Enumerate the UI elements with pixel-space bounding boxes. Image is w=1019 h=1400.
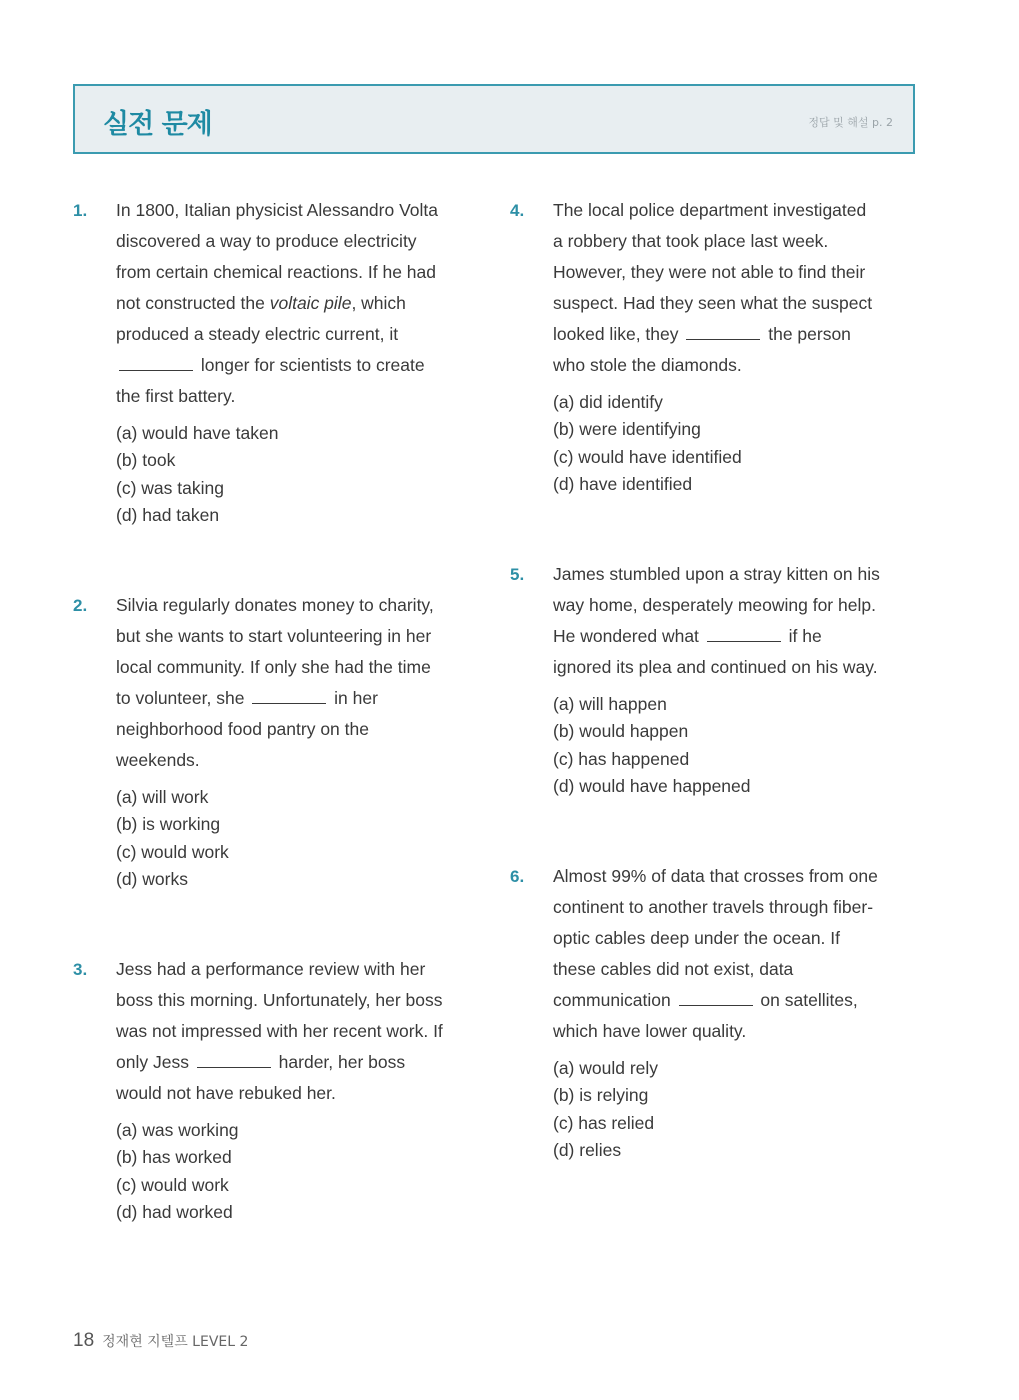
- option-c[interactable]: (c) was taking: [116, 477, 224, 498]
- option-b[interactable]: (b) is relying: [553, 1085, 649, 1106]
- section-header: [73, 84, 915, 154]
- page-number: 18: [73, 1330, 95, 1351]
- option-a[interactable]: (a) will work: [116, 787, 209, 807]
- option-d[interactable]: (d) have identified: [553, 473, 693, 494]
- question-2: [73, 590, 443, 893]
- answer-blank: [119, 354, 193, 371]
- option-b[interactable]: (b) is working: [116, 814, 221, 835]
- option-d[interactable]: (d) had worked: [116, 1201, 233, 1222]
- question-1: [73, 195, 443, 529]
- question-5: [510, 559, 880, 800]
- option-c[interactable]: (c) would have identified: [553, 446, 742, 467]
- option-b[interactable]: (b) has worked: [116, 1147, 232, 1168]
- answer-blank: [686, 323, 760, 340]
- question-number: 1.: [73, 201, 88, 220]
- answer-blank: [707, 625, 781, 642]
- option-list: [553, 1055, 880, 1164]
- option-d[interactable]: (d) relies: [553, 1139, 622, 1160]
- question-4: [510, 195, 880, 498]
- question-stem: Almost 99% of data that crosses from one continent to another travels through fiber-optic cables deep under the ocean. If these cables did not exist, data communication on satellites, which have lower quality.: [553, 866, 878, 1041]
- answer-blank: [679, 989, 753, 1006]
- option-list: [116, 784, 443, 893]
- question-stem: Silvia regularly donates money to charity, but she wants to start volunteering in her local community. If only she had the time to volunteer, she in her neighborhood food pantry on the weekends.: [116, 595, 434, 770]
- option-a[interactable]: (a) would rely: [553, 1058, 659, 1078]
- page-footer: [73, 1330, 248, 1352]
- question-number: 3.: [73, 960, 88, 979]
- option-list: [553, 691, 880, 800]
- option-a[interactable]: (a) will happen: [553, 694, 667, 714]
- option-a[interactable]: (a) would have taken: [116, 423, 279, 443]
- option-d[interactable]: (d) would have happened: [553, 775, 751, 796]
- option-a[interactable]: (a) was working: [116, 1120, 239, 1140]
- section-title: 실전 문제: [103, 109, 212, 140]
- answer-blank: [197, 1051, 271, 1068]
- question-3: [73, 954, 443, 1226]
- option-list: [116, 420, 443, 529]
- option-a[interactable]: (a) did identify: [553, 392, 663, 412]
- question-number: 2.: [73, 596, 88, 615]
- option-d[interactable]: (d) had taken: [116, 504, 220, 525]
- option-c[interactable]: (c) would work: [116, 1174, 229, 1195]
- answer-blank: [252, 687, 326, 704]
- term-voltaic-pile: voltaic pile: [269, 293, 352, 313]
- option-list: [116, 1117, 443, 1226]
- option-c[interactable]: (c) has relied: [553, 1112, 655, 1133]
- option-c[interactable]: (c) has happened: [553, 748, 690, 769]
- option-list: [553, 389, 880, 498]
- option-c[interactable]: (c) would work: [116, 841, 229, 862]
- question-stem: The local police department investigated a robbery that took place last week. However, they were not able to find their suspect. Had they seen what the suspect looked like, they the person who stole the diamonds.: [553, 200, 873, 375]
- option-b[interactable]: (b) took: [116, 450, 176, 471]
- question-number: 5.: [510, 565, 525, 584]
- question-stem: James stumbled upon a stray kitten on his way home, desperately meowing for help. He wondered what if he ignored its plea and continued on his way.: [553, 564, 880, 677]
- answer-reference: 정답 및 해설 p. 2: [808, 116, 893, 129]
- question-stem: In 1800, Italian physicist Alessandro Volta discovered a way to produce electricity from certain chemical reactions. If he had not constructed the voltaic pile, which produced a steady electric current, it longer for scientists to create the first battery.: [116, 200, 439, 406]
- question-6: [510, 861, 880, 1164]
- book-title: 정재현 지텔프 LEVEL 2: [102, 1334, 249, 1350]
- option-d[interactable]: (d) works: [116, 868, 188, 889]
- option-b[interactable]: (b) would happen: [553, 721, 689, 742]
- option-b[interactable]: (b) were identifying: [553, 419, 701, 440]
- question-number: 4.: [510, 201, 525, 220]
- question-number: 6.: [510, 867, 525, 886]
- question-stem: Jess had a performance review with her boss this morning. Unfortunately, her boss was not impressed with her recent work. If only Jess harder, her boss would not have rebuked her.: [116, 959, 443, 1103]
